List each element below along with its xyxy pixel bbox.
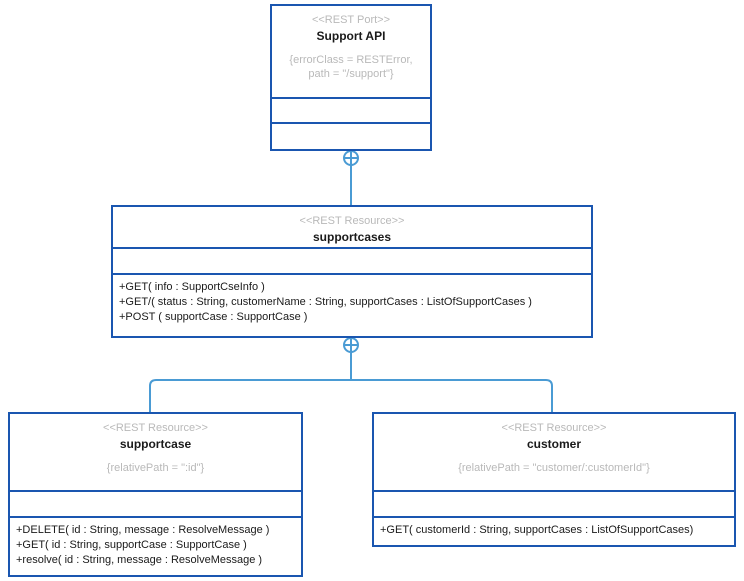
operations-compartment bbox=[272, 124, 430, 149]
attributes-compartment bbox=[10, 492, 301, 518]
class-properties bbox=[380, 461, 728, 475]
attributes-compartment bbox=[113, 249, 591, 275]
attributes-compartment bbox=[374, 492, 734, 518]
operation-line: +GET( customerId : String, supportCases : ListOfSupportCases) bbox=[380, 524, 694, 536]
operation-line: +GET/( status : String, customerName : String, supportCases : ListOfSupportCases ) bbox=[119, 296, 532, 308]
property-line: {errorClass = RESTError, bbox=[289, 54, 413, 66]
property-line: {relativePath = "customer/:customerId"} bbox=[458, 462, 650, 474]
class-name-label: Support API bbox=[316, 29, 386, 43]
class-supportcase[interactable] bbox=[8, 412, 303, 577]
class-name-label: supportcases bbox=[312, 230, 392, 244]
operation-line: +resolve( id : String, message : ResolveMessage ) bbox=[16, 554, 263, 566]
class-header-supportcase bbox=[10, 414, 301, 492]
class-customer[interactable] bbox=[372, 412, 736, 547]
operation-line: +GET( info : SupportCseInfo ) bbox=[119, 281, 265, 293]
operation-line: +POST ( supportCase : SupportCase ) bbox=[119, 311, 308, 323]
stereotype-label: <<REST Resource>> bbox=[299, 215, 405, 227]
operations-compartment bbox=[10, 518, 301, 575]
class-supportcases[interactable] bbox=[111, 205, 593, 338]
anchor-circle-supportapi bbox=[344, 151, 358, 165]
stereotype-label: <<REST Resource>> bbox=[501, 422, 607, 434]
attributes-compartment bbox=[272, 99, 430, 124]
stereotype-label: <<REST Port>> bbox=[311, 14, 391, 26]
class-properties bbox=[278, 53, 424, 81]
stereotype-label: <<REST Resource>> bbox=[103, 422, 208, 434]
class-header-customer bbox=[374, 414, 734, 492]
class-header-supportcases bbox=[113, 207, 591, 249]
operation-line: +DELETE( id : String, message : ResolveMessage ) bbox=[16, 524, 270, 536]
class-support-api[interactable] bbox=[270, 4, 432, 151]
property-line: {relativePath = ":id"} bbox=[106, 462, 205, 474]
property-line: path = "/support"} bbox=[308, 68, 394, 80]
class-name-label: customer bbox=[526, 437, 582, 451]
operations-compartment bbox=[374, 518, 734, 545]
connector-branch-bar bbox=[150, 380, 552, 412]
class-header-support-api bbox=[272, 6, 430, 99]
class-name-label: supportcase bbox=[119, 437, 192, 451]
operations-compartment bbox=[113, 275, 591, 336]
operation-line: +GET( id : String, supportCase : SupportCase ) bbox=[16, 539, 247, 551]
class-properties bbox=[16, 461, 295, 475]
anchor-circle-supportcases bbox=[344, 338, 358, 352]
